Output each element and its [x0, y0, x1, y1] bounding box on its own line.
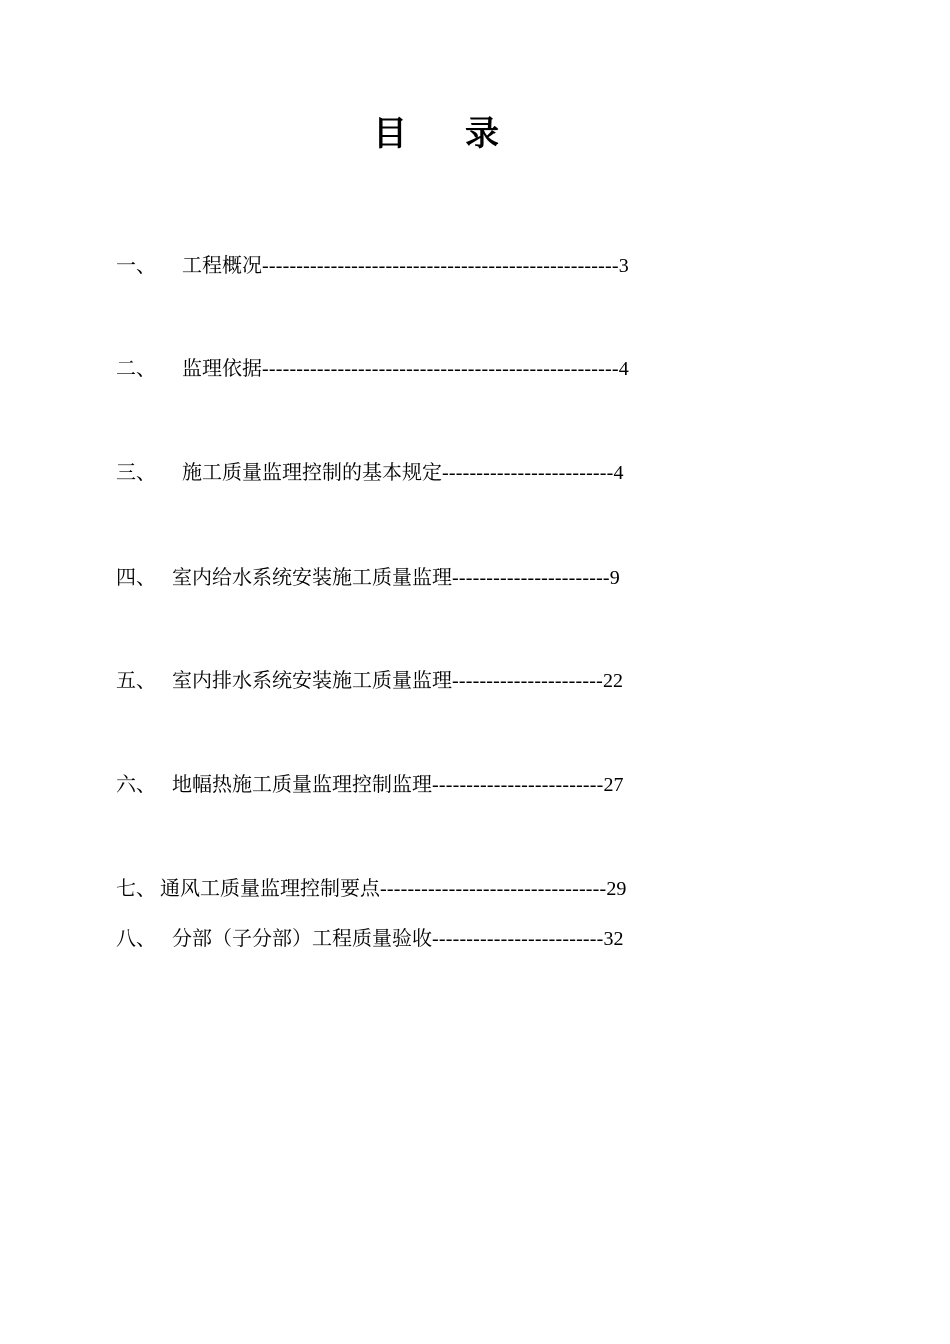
toc-entry-number: 一 — [116, 253, 136, 277]
toc-entry-page: 32 — [603, 928, 624, 950]
toc-entry-label: 室内排水系统安装施工质量监理 — [172, 668, 452, 692]
toc-entry-label: 工程概况 — [182, 253, 262, 277]
toc-entry-leader: ----------------------- — [452, 567, 610, 589]
toc-entry-4 — [116, 563, 620, 592]
toc-entry-leader: ------------------------- — [442, 462, 614, 484]
toc-entry-page: 22 — [602, 670, 623, 692]
toc-entry-8 — [116, 924, 624, 953]
toc-entry-leader: ------------------------- — [432, 928, 604, 950]
toc-entry-label: 分部（子分部）工程质量验收 — [172, 926, 432, 950]
toc-entry-separator: 、 — [136, 356, 156, 380]
toc-entry-3 — [116, 458, 624, 487]
toc-entry-separator: 、 — [136, 668, 156, 692]
toc-entry-leader: ---------------------- — [452, 670, 603, 692]
toc-entry-page: 4 — [618, 358, 629, 380]
toc-entry-label: 通风工质量监理控制要点 — [160, 876, 380, 900]
toc-entry-separator: 、 — [136, 460, 156, 484]
toc-entry-page: 27 — [603, 774, 624, 796]
toc-entry-7 — [116, 874, 626, 903]
toc-entry-number: 三 — [116, 460, 136, 484]
toc-entry-label: 监理依据 — [182, 356, 262, 380]
toc-entry-label: 室内给水系统安装施工质量监理 — [172, 565, 452, 589]
toc-entry-number: 六 — [116, 772, 136, 796]
toc-entry-leader: ------------------------- — [432, 774, 604, 796]
toc-entry-6 — [116, 770, 624, 799]
toc-entry-separator: 、 — [136, 926, 156, 950]
toc-entry-page: 3 — [618, 255, 629, 277]
toc-entry-number: 二 — [116, 356, 136, 380]
page-title: 目录 — [373, 114, 557, 154]
toc-entry-2 — [116, 354, 629, 383]
toc-entry-number: 八 — [116, 926, 136, 950]
toc-entry-label: 施工质量监理控制的基本规定 — [182, 460, 442, 484]
toc-entry-label: 地幅热施工质量监理控制监理 — [172, 772, 432, 796]
toc-entry-separator: 、 — [136, 253, 156, 277]
toc-entry-separator: 、 — [136, 565, 156, 589]
toc-entry-number: 七 — [116, 876, 136, 900]
toc-entry-5 — [116, 666, 623, 695]
toc-entry-page: 4 — [613, 462, 624, 484]
toc-entry-page: 29 — [606, 878, 627, 900]
toc-entry-number: 五 — [116, 668, 136, 692]
toc-entry-page: 9 — [609, 567, 620, 589]
toc-entry-number: 四 — [116, 565, 136, 589]
toc-entry-leader: --------------------------------- — [380, 878, 607, 900]
toc-entry-separator: 、 — [136, 772, 156, 796]
toc-entry-1 — [116, 251, 629, 280]
toc-entry-leader: ---------------------------------------------------- — [262, 358, 619, 380]
toc-entry-separator: 、 — [136, 876, 156, 900]
toc-entry-leader: ---------------------------------------------------- — [262, 255, 619, 277]
